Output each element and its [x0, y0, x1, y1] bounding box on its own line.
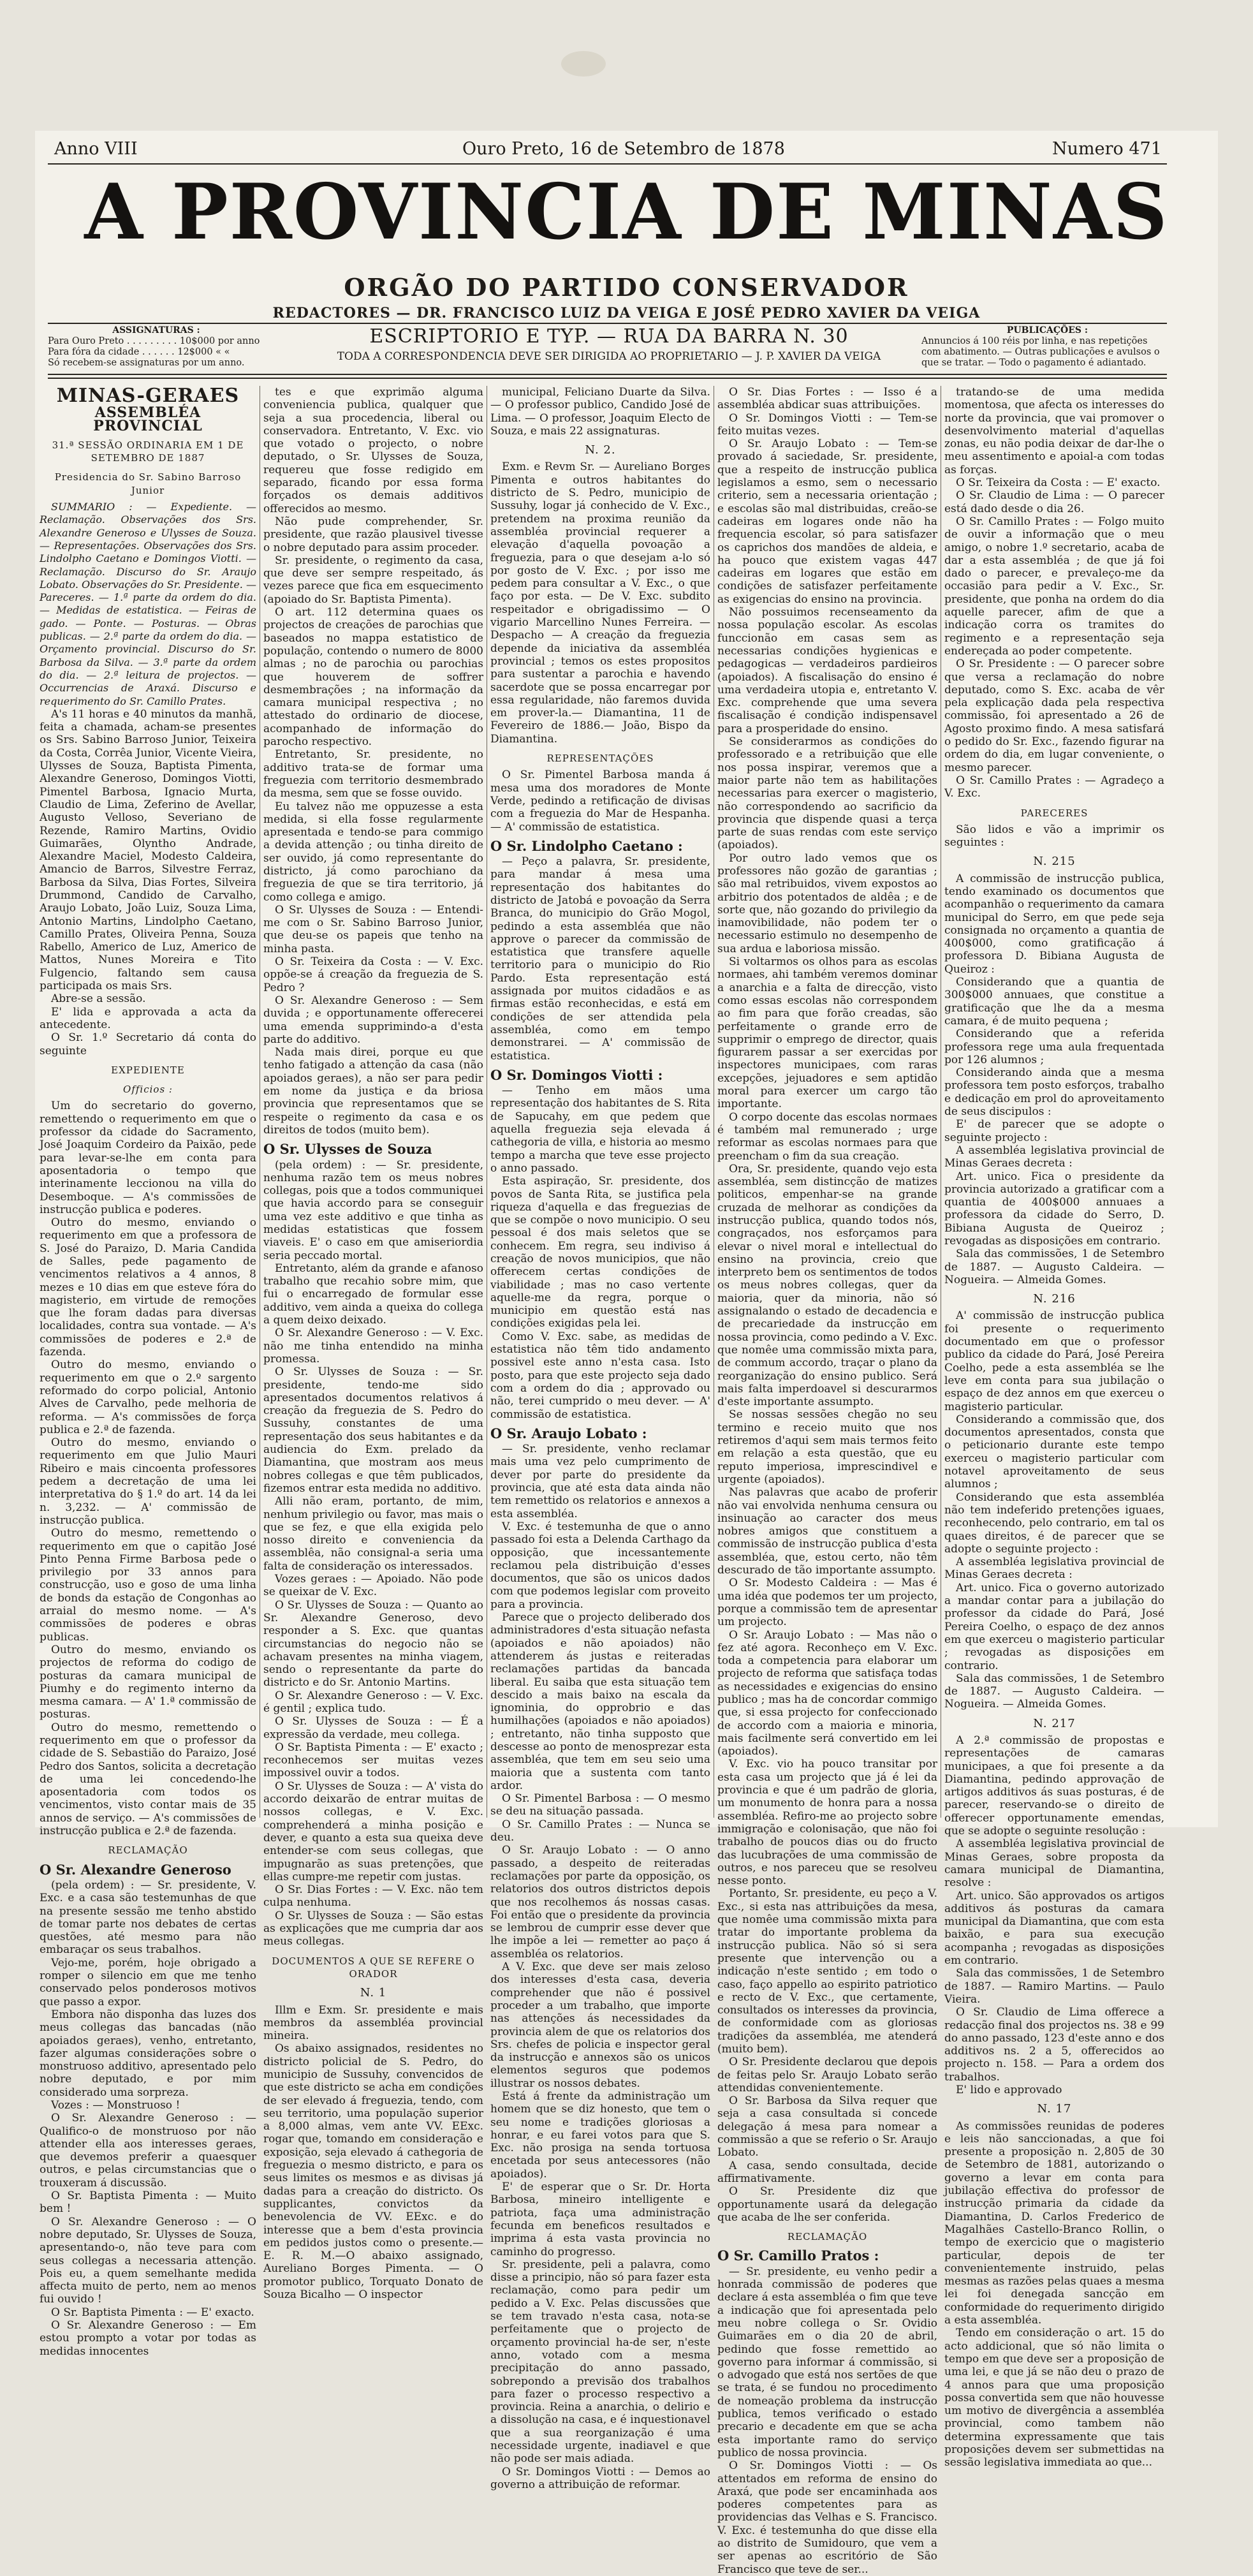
paragraph: O Sr. Claudio de Lima offerece a redacção final dos projectos ns. 38 e 99 do anno passado, 123 d'este anno e dos additivos ns. 2 a 5, offerecidos ao projecto n. 158. — Para a ordem dos trabalhos.	[944, 2006, 1164, 2084]
paragraph: O Sr. 1.º Secretario dá conta do seguinte	[40, 1031, 256, 1057]
paragraph: Considerando que a referida professora rege uma aula frequentada por 126 alumnos ;	[944, 1027, 1164, 1066]
paragraph: Si voltarmos os olhos para as escolas normaes, ahi também veremos dominar a anarchia e a falta de direcção, visto como essas escolas não correspondem ao fim para que forão creadas, são perfeitamente o grande erro de supprimir o emprego de director, quais figurarem passar a ser exercidas por inspectores municipaes, com raras excepções, jejuadores e sem aptidão moral para exercer um cargo tão importante.	[717, 955, 937, 1111]
paragraph: Como V. Exc. sabe, as medidas de estatistica não têm tido andamento possivel este anno n'esta casa. Isto posto, para que este projecto seja dado com a ordem do dia ; approvado ou não, terei cumprido o meu dever. — A' commissão de estatistica.	[490, 1330, 710, 1421]
paragraph: A assembléa legislativa provincial de Minas Geraes decreta :	[944, 1556, 1164, 1582]
paragraph: O Sr. Domingos Viotti : — Tem-se feito muitas vezes.	[717, 411, 937, 438]
office-box	[312, 325, 905, 363]
paragraph: São lidos e vão a imprimir os seguintes :	[944, 823, 1164, 850]
subscription-line: Só recebem-se assignaturas por um anno.	[48, 358, 245, 368]
subheading: EXPEDIENTE	[111, 1064, 185, 1076]
paragraph: E' de parecer que se adopte o seguinte projecto :	[944, 1118, 1164, 1144]
paragraph: O Sr. Alexandre Generoso : — Sem duvida ; e opportunamente offerecerei uma emenda supprimindo-a d'esta parte do additivo.	[263, 994, 483, 1046]
subheading: RECLAMAÇÃO	[787, 2231, 868, 2243]
speaker-name: O Sr. Alexandre Generoso	[40, 1861, 231, 1878]
paragraph: Outro do mesmo, enviando o requerimento em que Julio Mauri Ribeiro e mais cincoenta professores pedem a decretação de uma lei interpretativa do § 1.º do art. 14 da lei n. 3,232. — A' commissão de instrucção publica.	[40, 1436, 256, 1527]
divider	[48, 323, 1167, 324]
paragraph: A casa, sendo consultada, decide affirmativamente.	[717, 2159, 937, 2185]
paragraph: Outro do mesmo, enviando os projectos de reforma do codigo de posturas da camara municipal de Piumhy e do regimento interno da mesma camara. — A' 1.ª commissão de posturas.	[40, 1643, 256, 1721]
paragraph: Art. unico. São approvados os artigos additivos ás posturas da camara municipal da Diamantina, que com esta baixão, e para sua execução acompanha ; revogadas as disposições em contrario.	[944, 1889, 1164, 1968]
paragraph: Está á frente da administração um homem que se diz honesto, que tem o seu nome e tradições gloriosas a honrar, e eu farei votos para que S. Exc. não prosiga na senda tortuosa encetada por seus antecessores (não apoiados).	[490, 2090, 710, 2181]
document-number: N. 217	[1033, 1716, 1076, 1730]
paragraph: — Sr. presidente, venho reclamar mais uma vez pelo cumprimento de dever por parte do presidente da provincia, que até esta data ainda não tem remettido os relatorios e annexos a esta assembléa.	[490, 1443, 710, 1520]
paragraph: tratando-se de uma medida momentosa, que afecta os interesses do norte da provincia, que vai promover o desenvolvimento material d'aquellas zonas, eu não podia deixar de dar-lhe o meu assentimento e apoial-a com todas as forças.	[944, 386, 1164, 476]
paragraph: O Sr. Camillo Prates : — Nunca se deu.	[490, 1818, 710, 1844]
paragraph: O Sr. Presidente diz que opportunamente usará da delegação que acaba de lhe ser conferida.	[717, 2185, 937, 2224]
column-4	[717, 386, 937, 2576]
paragraph: Art. unico. Fica o governo autorizado a mandar contar para a jubilação do professor da cidade do Pará, José Pereira Coelho, o espaço de dez annos em que exerceu o magisterio particular ; revogadas as disposições em contrario.	[944, 1581, 1164, 1672]
paragraph: O Sr. Araujo Lobato : — Mas não o fez até agora. Reconheço em V. Exc. toda a competencia para elaborar um projecto de reforma que satisfaça todas as necessidades e exigencias do ensino publico ; mas ha de concordar commigo que, si essa projecto for confeccionado de accordo com a maioria e minoria, mais facilmente será convertido em lei (apoiados).	[717, 1628, 937, 1758]
paragraph: Ora, Sr. presidente, quando vejo esta assembléa, sem distincção de matizes politicos, empenhar-se na grande cruzada de melhorar as condições da instrucção publica, quando todos nós, congraçados, nos esforçamos para elevar o nivel moral e intellectual do ensino na provincia, creio que interpreto bem os sentimentos de todos os meus nobres collegas, quer da maioria, quer da minoria, não só assignalando o estado de decadencia e de precariedade da instrucção em nossa provincia, como pedindo a V. Exc. que nomêe uma commissão mixta para, de commum accordo, traçar o plano da reorganização do ensino publico. Será mais falta imperdoavel si descurarmos d'este importante assumpto.	[717, 1162, 937, 1409]
paragraph: A assembléa legislativa provincial de Minas Geraes, sobre proposta da camara municipal de Diamantina, resolve :	[944, 1837, 1164, 1890]
paragraph: Sala das commissões, 1 de Setembro de 1887. — Augusto Caldeira. — Nogueira. — Almeida Gomes.	[944, 1672, 1164, 1711]
paragraph: Considerando ainda que a mesma professora tem posto esforços, trabalho e dedicação em prol do aproveitamento de seus discipulos :	[944, 1066, 1164, 1119]
editors-line: REDACTORES — DR. FRANCISCO LUIZ DA VEIGA E JOSÉ PEDRO XAVIER DA VEIGA	[272, 305, 981, 321]
paragraph: Outro do mesmo, enviando o requerimento em que a professora de S. José do Paraizo, D. Maria Candida de Salles, pede pagamento de vencimentos relativos a 4 annos, 8 mezes e 10 dias em que esteve fóra do magisterio, em virtude de remoções que lhe foram dadas para diversas localidades, contra sua vontade. — A's commissões de poderes e 2.ª de fazenda.	[40, 1216, 256, 1359]
paragraph: Os abaixo assignados, residentes no districto policial de S. Pedro, do municipio de Sussuhy, convencidos de que este districto se acha em condições de ser elevado á freguezia, tendo, com seu territorio, uma população superior a 8,000 almas, vem ante VV. EExc. rogar que, tomando em consideração e exposição, seja elevado á cathegoria de freguezia o mesmo districto, e para os seus limites os mesmos e as divisas já dadas para a creação do districto. Os supplicantes, convictos da benevolencia de VV. EExc. e do interesse que a bem d'esta provincia em pedidos justos como o presente.— E. R. M.—O abaixo assignado, Aureliano Borges Pimenta. — O promotor publico, Torquato Donato de Souza Bicalho — O inspector	[263, 2042, 483, 2302]
paragraph: O Sr. Baptista Pimenta : — Muito bem !	[40, 2190, 256, 2216]
subheading: REPRESENTAÇÕES	[546, 753, 654, 765]
subscription-line: Para Ouro Preto . . . . . . . . . 10$000 por anno	[48, 336, 260, 346]
paragraph: O Sr. Domingos Viotti : — Os attentados em reforma de ensino do Araxá, que pode ser encaminhada aos poderes competentes para as providencias das Velhas e S. Francisco. V. Exc. é testemunha do que disse ella ao distrito de Sumidouro, que vem a ser apenas ao escritório de São Francisco que teve de ser...	[717, 2459, 937, 2576]
paragraph: O Sr. Claudio de Lima : — O parecer está dado desde o dia 26.	[944, 489, 1164, 515]
paragraph: O Sr. Pimentel Barbosa manda á mesa uma dos moradores de Monte Verde, pedindo a retificação de divisas com a freguezia do Mar de Hespanha. — A' commissão de estatistica.	[490, 769, 710, 834]
publication-line: Annuncios á 100 réis por linha, e nas repetições	[921, 336, 1148, 346]
paragraph: A V. Exc. que deve ser mais zeloso dos interesses d'esta casa, deveria comprehender que não é possivel proceder a um trabalho, que importe nas attenções ás necessidades da provincia alem de que os relatorios dos Srs. chefes de policia e inspector geral da instrucção e annexos são os unicos elementos seguros que podemos illustrar os nossos debates.	[490, 1961, 710, 2090]
paragraph: A' commissão de instrucção publica foi presente o requerimento documentado em que o professor publico da cidade do Pará, José Pereira Coelho, pede a esta assembléa se lhe leve em conta para sua jubilação o espaço de dez annos em que exerceu o magisterio particular.	[944, 1309, 1164, 1413]
paragraph: Outro do mesmo, remettendo o requerimento em que o capitão José Pinto Penna Firme Barbosa pede o privilegio por 33 annos para construcção, uso e goso de uma linha de bonds da estação de Congonhas ao arraial do mesmo nome. — A's commissões de poderes e obras publicas.	[40, 1527, 256, 1644]
paragraph: O corpo docente das escolas normaes é também mal remunerado ; urge reformar as escolas normaes para que preencham o fim da sua creação.	[717, 1110, 937, 1163]
paragraph: O Sr. Pimentel Barbosa : — O mesmo se deu na situação passada.	[490, 1792, 710, 1818]
paragraph: tes e que exprimão alguma conveniencia publica, qualquer que seja a sua procedencia, liberal ou conservadora. Entretanto, V. Exc. vio que votado o projecto, o nobre deputado, o Sr. Ulysses de Souza, requereu que fosse redigido em separado, ficando por essa forma forçados os demais additivos offerecidos ao mesmo.	[263, 386, 483, 515]
issue-year: Anno VIII	[54, 139, 138, 159]
paragraph: As commissões reunidas de poderes e leis não sanccionadas, a que foi presente a proposição n. 2,805 de 30 de Setembro de 1881, autorizando o governo a levar em conta para jubilação effectiva do professor de instrucção primaria da cidade da Diamantina, D. Carlos Frederico de Magalhães Castello-Branco Rollin, o tempo de exercicio que o magisterio particular, depois de ter convenientemente instruido, pelas mesmas as razões pelas quaes a mesma lei foi denegada sancção em conformidade do requerimento dirigido a esta assembléa.	[944, 2119, 1164, 2327]
paragraph: O art. 112 determina quaes os projectos de creações de parochias que baseados no mappa estatistico de população, contendo o numero de 8000 almas ; no de parochia ou parochias que houverem de soffrer desmembrações ; na informação da camara municipal respectiva ; no attestado do ordinario de diocese, acompanhado de informação do parocho respectivo.	[263, 606, 483, 749]
paragraph: O Sr. Presidente : — O parecer sobre que versa a reclamação do nobre deputado, como S. Exc. acaba de vêr pela explicação dada pela respectiva commissão, foi apresentado a 26 de Agosto proximo findo. A mesa satisfará o pedido do Sr. Exc., fazendo figurar na ordem do dia, em lugar conveniente, o mesmo parecer.	[944, 658, 1164, 774]
divider	[48, 378, 1167, 379]
paragraph: O Sr. Teixeira da Costa : — E' exacto.	[956, 476, 1161, 490]
paragraph: Sala das commissões, 1 de Setembro de 1887. — Augusto Caldeira. — Nogueira. — Almeida Gomes.	[944, 1248, 1164, 1286]
paragraph: Outro do mesmo, enviando o requerimento em que o 2.º sargento reformado do corpo policial, Antonio Alves de Carvalho, pede melhoria de reforma. — A's commissões de força publica e 2.ª de fazenda.	[40, 1358, 256, 1436]
paragraph: Se nossas sessões chegão no seu termino e receio muito que nos retiremos d'aqui sem mais termos feito em relação a esta questão, que eu reputo imperiosa, imprescindivel e urgente (apoiados).	[717, 1408, 937, 1486]
paragraph: Por outro lado vemos que os professores não gozão de garantias ; são mal retribuidos, vivem expostos ao arbitrio dos potentados de aldêa ; e de sorte que, não gozando do privilegio da inamovibilidade, não podem ter o necessario estimulo no desempenho de sua ardua e laboriosa missão.	[717, 851, 937, 955]
speaker-name: O Sr. Lindolpho Caetano :	[490, 837, 683, 854]
document-number: N. 17	[1037, 2102, 1072, 2116]
paragraph: O Sr. Ulysses de Souza : — Sr. presidente, tendo-me sido apresentados documentos relativos á creação da freguezia de S. Pedro do Sussuhy, constantes de uma representação dos seus habitantes e da audiencia do Exm. prelado da Diamantina, que mostram aos meus nobres collegas e que têm publicados, fizemos entrar esta medida no additivo.	[263, 1365, 483, 1495]
paragraph: — Sr. presidente, eu venho pedir a honrada commissão de poderes que declare á esta assembléa o fim que teve a indicação que foi apresentada pelo meu nobre collega o Sr. Ovidio Guimarães em o dia 20 de abril, pedindo que fosse remettido ao governo para informar á commissão, si o advogado que está nos sertões de que se trata, é se fundou no procedimento de nomeação problema da instrucção publica, temos verificado o estado precario e decadente em que se acha esta importante ramo do serviço publico de nossa provincia.	[717, 2265, 937, 2459]
paragraph: Sala das commissões, 1 de Setembro de 1887. — Ramiro Martins. — Paulo Vieira.	[944, 1967, 1164, 2006]
paragraph: Entretanto, Sr. presidente, no additivo trata-se de formar uma freguezia com territorio desmembrado da mesma, sem que se fosse ouvido.	[263, 748, 483, 800]
column-1	[40, 385, 256, 2358]
paragraph: Sr. presidente, peli a palavra, como disse a principio, não só para fazer esta reclamação, como para pedir um pedido a V. Exc. Pelas discussões que se tem travado n'esta casa, nota-se perfeitamente que o projecto de orçamento provincial ha-de ser, n'este anno, votado com a mesma precipitação do anno passado, sobrepondo a previsão dos trabalhos para fazer o processo respectivo a provincia. Reina a anarchia, o delirio e a dissolução na casa, e é inquestionavel que a sua reorganização é uma necessidade urgente, inadiavel e que não pode ser mais adiada.	[490, 2258, 710, 2466]
summary: SUMMARIO : — Expediente. — Reclamação. Observações dos Srs. Alexandre Generoso e Ulysses de Souza. — Representações. Observações dos Srs. Lindolpho Caetano e Domingos Viotti. — Reclamação. Discurso do Sr. Araujo Lobato. Observações do Sr. Presidente. — Pareceres. — 1.ª parte da ordem do dia. — Medidas de estatistica. — Feiras de gado. — Ponte. — Posturas. — Obras publicas. — 2.ª parte da ordem do dia. — Orçamento provincial. Discurso do Sr. Barbosa da Silva. — 3.ª parte da ordem do dia. — 2.ª leitura de projectos. — Occurrencias de Araxá. Discurso e requerimento do Sr. Camillo Prates.	[40, 501, 256, 707]
paragraph: O Sr. Alexandre Generoso : — Qualifico-o de monstruoso por não attender ella aos interesses geraes, que devemos preferir a quaesquer outros, e pelas circumstancias que o trouxeram á discussão.	[40, 2112, 256, 2190]
subheading: RECLAMAÇÃO	[108, 1844, 188, 1857]
paragraph: Não pude comprehender, Sr. presidente, que razão plausivel tivesse o nobre deputado para assim proceder.	[263, 515, 483, 554]
paragraph: Tendo em consideração o art. 15 do acto addicional, que só não limita o tempo em que deve ser a proposição de uma lei, e que já se não deu o prazo de 4 annos para que uma proposição possa convertida sem que não houvesse um motivo de divergência a assembléa provincial, como tambem não determina expressamente que tais proposições devem ser submettidas na sessão legislativa immediata ao que...	[944, 2327, 1164, 2469]
document-number: N. 215	[1033, 855, 1076, 869]
paragraph: O Sr. Camillo Prates : — Agradeço a V. Exc.	[944, 774, 1164, 800]
paragraph: — Tenho em mãos uma representação dos habitantes de S. Rita de Sapucahy, em que pedem que aquella freguezia seja elevada á cathegoria de villa, e historia ao mesmo tempo a marcha que teve esse projecto o anno passado.	[490, 1084, 710, 1175]
paragraph: — Peço a palavra, Sr. presidente, para mandar á mesa uma representação dos habitantes do districto de Jatobá e povoação da Serra Branca, do municipio do Grão Mogol, pedindo a esta assembléa que não approve o parecer da commissão de estatistica que transfere aquelle territorio para o municipio do Rio Pardo. Esta representação está assignada por muitos cidadãos e as firmas estão reconhecidas, e está em condições de ser attendida pela assembléa, como em tempo demonstrarei. — A' commissão de estatistica.	[490, 855, 710, 1063]
subheading: PARECERES	[1020, 807, 1088, 819]
paragraph: Illm e Exm. Sr. presidente e mais membros da assembléa provincial mineira.	[263, 2003, 483, 2043]
paragraph: municipal, Feliciano Duarte da Silva. — O professor publico, Candido José de Lima. — O professor, Joaquim Electo de Souza, e mais 22 assignaturas.	[490, 386, 710, 438]
paragraph: E' lido e approvado	[956, 2084, 1062, 2096]
section-title: MINAS-GERAES	[56, 385, 240, 407]
paragraph: Um do secretario do governo, remettendo o requerimento em que o professor da cidade do Sacramento, José Joaquim Cordeiro da Paixão, pede para levar-se-lhe em conta para aposentadoria o tempo que interinamente leccionou na villa do Desemboque. — A's commissões de instrucção publica e poderes.	[40, 1100, 256, 1216]
column-5	[944, 386, 1164, 2469]
paragraph: Outro do mesmo, remettendo o requerimento em que o professor da cidade de S. Sebastião do Paraizo, José Pedro dos Santos, solicita a decretação de uma lei concedendo-lhe aposentadoria com todos os vencimentos, visto contar mais de 35 annos de serviço. — A's commissões de instrucção publica e 2.ª de fazenda.	[40, 1721, 256, 1838]
paragraph: O Sr. Barbosa da Silva requer que seja a casa consultada si concede delegação á mesa para nomear a commissão a que se referio o Sr. Araujo Lobato.	[717, 2094, 937, 2160]
paragraph: Entretanto, além da grande e afanoso trabalho que recahio sobre mim, que fui o encarregado de formular esse additivo, vem ainda a queixa do collega a quem deixo deixado.	[263, 1262, 483, 1327]
masthead: A PROVINCIA DE MINAS	[84, 166, 1169, 257]
paragraph: Vozes geraes : — Apoiado. Não pode se queixar de V. Exc.	[263, 1573, 483, 1599]
divider	[48, 163, 1167, 165]
paragraph: O Sr. Dias Fortes : — Isso é a assembléa abdicar suas attribuições.	[717, 386, 937, 412]
subscription-line: Para fóra da cidade . . . . . . 12$000 « «	[48, 347, 230, 357]
paragraph: Considerando a commissão que, dos documentos apresentados, consta que o peticionario durante este tempo exerceu o magisterio particular com notavel aproveitamento de seus alumnos ;	[944, 1413, 1164, 1491]
subtitle: ORGÃO DO PARTIDO CONSERVADOR	[344, 273, 909, 302]
paragraph: Art. unico. Fica o presidente da provincia autorizado a gratificar com a quantia de 400$000 annuaes a professora da cidade do Serro, D. Bibiana Augusta de Queiroz ; revogadas as disposições em contrario.	[944, 1170, 1164, 1248]
paragraph: O Sr. Alexandre Generoso : — V. Exc. é gentil ; explica tudo.	[263, 1689, 483, 1715]
paragraph: O Sr. Araujo Lobato : — O anno passado, a despeito de reiteradas reclamações por parte da opposição, os relatorios dos outros districtos depois que nos recolhemos ás nossas casas. Foi então que o presidente da provincia se lembrou de cumprir esse dever que lhe impõe a lei — remetter ao paço á assembléa os relatorios.	[490, 1844, 710, 1961]
subheading: Officios :	[123, 1084, 173, 1096]
speaker-name: O Sr. Domingos Viotti :	[490, 1066, 663, 1083]
paragraph: (pela ordem) : — Sr. presidente, V. Exc. e a casa são testemunhas de que na presente sessão me tenho abstido de tomar parte nos debates de certas questões, até mesmo para não embaraçar os seus trabalhos.	[40, 1878, 256, 1957]
paragraph: Alli não eram, portanto, de mim, nenhum privilegio ou favor, mas mais o que se fez, e que ella exigida pelo nosso direito e conveniencia da assemblêa, não consignal-a seria uma falta de consideração os interessados.	[263, 1495, 483, 1573]
paragraph: O Sr. Baptista Pimenta : — E' exacto.	[51, 2306, 254, 2319]
speaker-name: O Sr. Camillo Pratos :	[717, 2248, 879, 2264]
speaker-name: O Sr. Araujo Lobato :	[490, 1425, 647, 1441]
paragraph: Se considerarmos as condições do professorado e a retribuição que elle nos possa inspirar, veremos que a maior parte não tem as habilitações necessarias para exercer o magisterio, não correspondendo ao sacrificio da provincia que dispende quasi a terça parte de suas rendas com este serviço (apoiados).	[717, 735, 937, 852]
subheading: DOCUMENTOS A QUE SE REFERE O ORADOR	[272, 1955, 475, 1980]
paragraph: Exm. e Revm Sr. — Aureliano Borges Pimenta e outros habitantes do districto de S. Pedro, municipio de Sussuhy, logar já conhecido de V. Exc., pretendem na proxima reunião da assembléa provincial requerer a elevação d'aquella povoação a freguezia, para o que desejam a-lo só por gosto de V. Exc. ; por isso me pedem para consultar a V. Exc., o que faço por esta. — De V. Exc. subdito respeitador e obrigadissimo — O vigario Marcellino Nunes Ferreira. — Despacho — A creação da freguezia depende da iniciativa da assembléa provincial ; temos os estes propositos para sustentar a parochia e havendo sacerdote que se possa encarregar por essa regularidade, não faremos duvida em prover-la.— Diamantina, 11 de Fevereiro de 1886.— João, Bispo da Diamantina.	[490, 460, 710, 746]
document-number: N. 1	[360, 1986, 387, 2000]
paragraph: O Sr. Araujo Lobato : — Tem-se provado á saciedade, Sr. presidente, que a respeito de instrucção publica legislamos a esmo, sem o necessario criterio, sem a necessaria orientação ; e escolas são mal distribuidas, creão-se cadeiras em logares onde não ha frequencia escolar, só para satisfazer os caprichos dos mandões de aldeia, e ha pouco que existem vagas 447 cadeiras em logares que estão em condições de satisfazer perfeitamente as exigencias do ensino na provincia.	[717, 438, 937, 606]
paragraph: O Sr. Teixeira da Costa : — V. Exc. oppõe-se á creação da freguezia de S. Pedro ?	[263, 955, 483, 994]
presidency-line: Presidencia do Sr. Sabino Barroso Junior	[54, 471, 242, 496]
paragraph: Portanto, Sr. presidente, eu peço a V. Exc., si esta nas attribuições da mesa, que nomêe uma commissão mixta para tratar do importante problema da instrucção publica. Não só si sera presente que intervenção ou a indicação n'este sentido ; em todo o caso, faço appello ao espirito patriotico e recto de V. Exc., que certamente, consultados os interesses da provincia, de conformidade com as gloriosas tradições da assembléa, me atenderá (muito bem).	[717, 1887, 937, 2056]
paragraph: O Sr. Baptista Pimenta : — E' exacto ; reconhecemos ser muitas vezes impossivel ouvir a todos.	[263, 1741, 483, 1780]
paragraph: Vejo-me, porém, hoje obrigado a romper o silencio em que me tenho conservado pelos ponderosos motivos que passo a expor.	[40, 1956, 256, 2008]
paragraph: Esta aspiração, Sr. presidente, dos povos de Santa Rita, se justifica pela riqueza d'aquella e das freguezias de que se compõe o novo municipio. O seu pessoal é dos mais seletos que se conhecem. Em regra, seu indiviso á creação de novos municipios, que não offerecem certas condições de viabilidade ; mas no caso vertente aquelle-me da regra, porque o municipio em questão está nas condições exigidas pela lei.	[490, 1175, 710, 1330]
paragraph: A 2.ª commissão de propostas e representações de camaras municipaes, a que foi presente a da Diamantina, pedindo approvação de artigos additivos ás suas posturas, é de parecer, reservando-se o direito de offerecer opportunamente emendas, que se adopte o seguinte resolução :	[944, 1733, 1164, 1838]
paragraph: Nas palavras que acabo de proferir não vai envolvida nenhuma censura ou insinuação ao caracter dos meus nobres amigos que constituem a commissão de instrucção publica d'esta assembléa, que, estou certo, não têm descurado de tão importante assumpto.	[717, 1486, 937, 1577]
document-number: N. 216	[1033, 1292, 1076, 1306]
document-number: N. 2.	[585, 443, 616, 457]
paragraph: O Sr. Domingos Viotti : — Demos ao governo a attribuição de reformar.	[490, 2465, 710, 2491]
paragraph: O Sr. Camillo Prates : — Folgo muito de ouvir a informação que o meu amigo, o nobre 1.º secretario, acaba de dar a esta assembléa ; de que já foi dado o parecer, e prevaleço-me da occasião para pedir a V. Exc., Sr. presidente, que ponha na ordem do dia aquelle parecer, afim de que a indicação corra os tramites do regimento e a representação seja endereçada ao poder competente.	[944, 515, 1164, 658]
paragraph: Não possuimos recenseamento da nossa população escolar. As escolas funccionão em casas sem as necessarias condições hygienicas e pedagogicas — verdadeiros pardieiros (apoiados). A fiscalisação do ensino é uma verdadeira utopia e, entretanto V. Exc. comprehende que uma severa fiscalisação é condição indispensavel para a prosperidade do ensino.	[717, 606, 937, 735]
paragraph: O Sr. Ulysses de Souza : — Entendi-me com o Sr. Sabino Barroso Junior, que deu-se os papeis que tenho na minha pasta.	[263, 903, 483, 955]
paragraph: E' lida e approvada a acta da antecedente.	[40, 1005, 256, 1031]
publications-box	[921, 325, 1173, 369]
paragraph: Considerando que a quantia de 300$000 annuaes, que constitue a gratificação que lhe da a mesma camara, é de muito pequena ;	[944, 976, 1164, 1027]
paragraph: Parece que o projecto deliberado dos administradores d'esta situação nefasta (apoiados e não apoiados) não attenderem ás justas e reiteradas reclamações partidas da bancada liberal. Eu saiba que esta situação tem descido a mais baixo na escala da ignominia, do opprobrio e das humilhações (apoiados e não apoiados) ; entretanto, não tinha supposto que descesse ao ponto de menosprezar esta assembléa, que tem em seu seio uma maioria que a sustenta com tanto ardor.	[490, 1611, 710, 1792]
paragraph: O Sr. Presidente declarou que depois de feitas pelo Sr. Araujo Lobato serão attendidas convenientemente.	[717, 2056, 937, 2094]
publication-line: com abatimento. — Outras publicações e avulsos o	[921, 347, 1160, 357]
subscriptions-box	[48, 325, 265, 369]
paragraph: E' de esperar que o Sr. Dr. Horta Barbosa, mineiro intelligente e patriota, faça uma administração fecunda em beneficos resultados e imprima á esta vasta provincia no caminho do progresso.	[490, 2181, 710, 2258]
paragraph: O Sr. Modesto Caldeira : — Mas é uma idéa que podemos ter um projecto, porque a commissão tem de apresentar um projecto.	[717, 1577, 937, 1629]
paragraph: O Sr. Alexandre Generoso : — Em estou prompto a votar por todas as medidas innocentes	[40, 2319, 256, 2358]
paragraph: Embora não disponha das luzes dos meus collegas das bancadas (não apoiados geraes), venho, entretanto, fazer algumas considerações sobre o monstruoso additivo, apresentado pelo nobre deputado, e por mim considerado uma sorpreza.	[40, 2008, 256, 2099]
publication-line: que se tratar. — Todo o pagamento é adiantado.	[921, 358, 1147, 368]
paragraph: V. Exc. é testemunha de que o anno passado foi esta a Delenda Carthago da opposição, que incessantemente reclamou pela distribuição d'esses documentos, que são os unicos dados com que podemos legislar com proveito para a provincia.	[490, 1520, 710, 1611]
paragraph: Abre-se a sessão.	[51, 992, 146, 1006]
paragraph: O Sr. Ulysses de Souza : — A' vista do accordo deixarão de entrar muitas de nossos collegas, e V. Exc. comprehenderá a minha posição e dever, e quanto a esta sua queixa deve entender-se com seus collegas, que impugnarão as suas pretenções, que ellas cumpre-me repetir com justas.	[263, 1779, 483, 1883]
session-heading: 31.ª SESSÃO ORDINARIA EM 1 DE SETEMBRO DE 1887	[52, 439, 244, 464]
paragraph: Sr. presidente, o regimento da casa, que deve ser sempre respeitado, ás vezes parece que fica em esquecimento (apoiado do Sr. Baptista Pimenta).	[263, 554, 483, 606]
paragraph: Considerando que esta assembléa não tem indeferido pretenções iguaes, reconhecendo, pelo contrario, em tal os quaes direitos, é de parecer que se adopte o seguinte projecto :	[944, 1490, 1164, 1556]
column-2	[263, 386, 483, 2302]
dateline: Ouro Preto, 16 de Setembro de 1878	[462, 139, 785, 159]
paragraph: O Sr. Ulysses de Souza : — Quanto ao Sr. Alexandre Generoso, devo responder a S. Exc. que quantas circumstancias do negocio não se achavam presentes na minha viagem, sendo o representante da parte do districto e do Sr. Antonio Martins.	[263, 1598, 483, 1689]
paragraph: A's 11 horas e 40 minutos da manhã, feita a chamada, acham-se presentes os Srs. Sabino Barroso Junior, Teixeira da Costa, Corrêa Junior, Vicente Vieira, Ulysses de Souza, Baptista Pimenta, Alexandre Generoso, Domingos Viotti, Pimentel Barbosa, Ignacio Murta, Claudio de Lima, Zeferino de Avellar, Augusto Velloso, Severiano de Rezende, Ramiro Martins, Ovidio Guimarães, Olyntho Andrade, Alexandre Maciel, Modesto Caldeira, Amancio de Barros, Silvestre Ferraz, Barbosa da Silva, Dias Fortes, Silveira Drummond, Candido de Carvalho, Araujo Lobato, João Luiz, Souza Lima, Antonio Martins, Lindolpho Caetano, Camillo Prates, Oliveira Penna, Souza Rabello, Americo de Luz, Americo de Mattos, Nunes Moreira e Tito Fulgencio, faltando sem causa participada os mais Srs.	[40, 707, 256, 993]
issue-info-line	[54, 139, 1164, 165]
column-3	[490, 386, 710, 2491]
paragraph: O Sr. Dias Fortes : — V. Exc. não tem culpa nenhuma.	[263, 1883, 483, 1910]
paragraph: Eu talvez não me oppuzesse a esta medida, si ella fosse regularmente apresentada e tendo-se para commigo a devida attenção ; ou tinha direito de ser ouvido, já como representante do districto, já como parochiano da freguezia de que se tira territorio, já como collega e amigo.	[263, 800, 483, 904]
issue-number: Numero 471	[1052, 139, 1162, 159]
paragraph: V. Exc. vio ha pouco transitar por esta casa um projecto que já é lei da provincia e que é um padrão de gloria, um monumento de honra para a nossa assembléa. Refiro-me ao projecto sobre immigração e colonisação, que não foi trabalho de poucos dias ou do fructo das lucubrações de uma commissão de outros, e nos pareceu que se resolveu nesse ponto.	[717, 1758, 937, 1888]
publications-title: PUBLICAÇÕES :	[1006, 325, 1088, 335]
paragraph: A commissão de instrucção publica, tendo examinado os documentos que acompanhão o requerimento da camara municipal do Serro, em que pede seja consignada no orçamento a quantia de 400$000, como gratificação á professora D. Bibiana Augusta de Queiroz :	[944, 872, 1164, 976]
paragraph: (pela ordem) : — Sr. presidente, nenhuma razão tem os meus nobres collegas, pois que a todos communiquei que havia accordo para se conseguir uma vez este additivo e que tinha as medidas estatisticas que fossem viaveis. E' o caso em que amiseriordia seria peccado mortal.	[263, 1158, 483, 1262]
paragraph: O Sr. Alexandre Generoso : — O nobre deputado, Sr. Ulysses de Souza, apresentando-o, não teve para com seus collegas a necessaria attenção. Pois eu, a quem semelhante medida affecta muito de perto, nem ao menos fui ouvido !	[40, 2215, 256, 2306]
paragraph: O Sr. Ulysses de Souza : — São estas as explicações que me cumpria dar aos meus collegas.	[263, 1909, 483, 1948]
office-note: TODA A CORRESPONDENCIA DEVE SER DIRIGIDA AO PROPRIETARIO — J. P. XAVIER DA VEIGA	[337, 350, 881, 363]
subscriptions-title: ASSIGNATURAS :	[112, 325, 200, 335]
paragraph: O Sr. Alexandre Generoso : — V. Exc. não me tinha entendido na minha promessa.	[263, 1327, 483, 1365]
paragraph: Vozes : — Monstruoso !	[51, 2099, 180, 2112]
office-address: ESCRIPTORIO E TYP. — RUA DA BARRA N. 30	[369, 325, 849, 348]
assembly-heading: ASSEMBLÉA PROVINCIAL	[93, 404, 203, 434]
paragraph: Nada mais direi, porque eu que tenho fatigado a attenção da casa (não apoiados geraes), a não ser para pedir em nome da justiça e da briosa provincia que representamos que se respeite o regimento da casa e os direitos de todos (muito bem).	[263, 1046, 483, 1137]
speaker-name: O Sr. Ulysses de Souza	[263, 1141, 432, 1158]
paragraph: A assembléa legislativa provincial de Minas Geraes decreta :	[944, 1144, 1164, 1170]
divider	[48, 374, 1167, 375]
paragraph: O Sr. Ulysses de Souza : — É a expressão da verdade, meu collega.	[263, 1715, 483, 1741]
paper-stain	[561, 51, 606, 77]
